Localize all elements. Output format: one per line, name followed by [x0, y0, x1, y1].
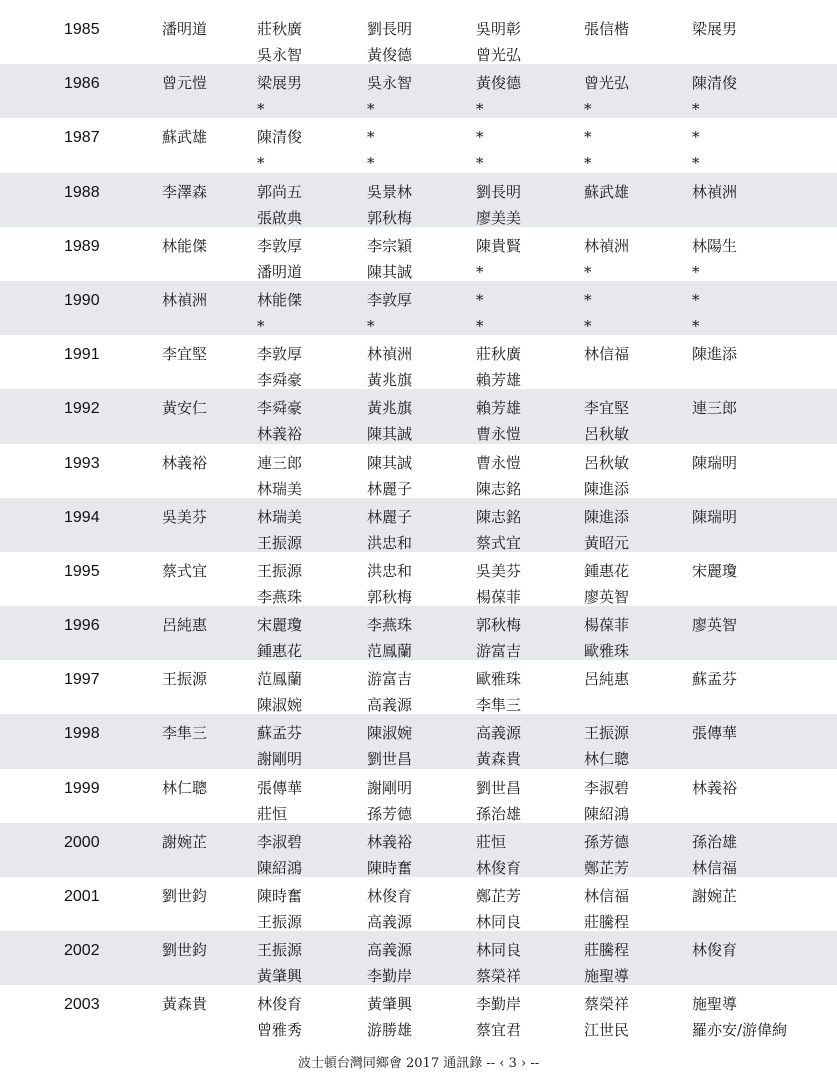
officer-cell: 黃森貴 [476, 750, 522, 769]
officer-cell: 林信福 [584, 887, 630, 905]
officer-cell: 陳清俊 [257, 128, 303, 147]
officer-cell: * [584, 154, 592, 173]
officer-cell: 莊騰程 [584, 941, 630, 960]
table-row [0, 606, 837, 660]
officer-cell: 歐雅珠 [476, 670, 522, 689]
table-row [0, 552, 837, 606]
officer-cell: 高義源 [367, 913, 413, 931]
officer-cell: 陳清俊 [692, 74, 738, 93]
officer-cell: 羅亦安/游偉絢 [692, 1021, 788, 1040]
officer-cell: * [476, 128, 484, 147]
year-cell: 1992 [64, 400, 100, 418]
officer-cell: * [367, 128, 375, 147]
president-cell: 林仁聰 [162, 778, 208, 797]
president-cell: 劉世鈞 [162, 941, 208, 960]
year-cell: 1995 [64, 562, 100, 580]
president-cell: 林能傑 [162, 236, 208, 255]
officer-cell: 鄭芷芳 [476, 887, 522, 905]
officer-cell: 李敦厚 [257, 236, 303, 255]
year-cell: 1994 [64, 508, 100, 526]
row-line-1 [0, 450, 837, 477]
officer-cell: 范鳳蘭 [257, 670, 303, 689]
officer-cell: 劉世昌 [367, 750, 413, 769]
year-cell: 1986 [64, 75, 100, 93]
officer-cell: 廖英智 [584, 587, 630, 606]
table-row [0, 985, 837, 1039]
officer-cell: 李舜豪 [257, 399, 303, 418]
year-cell: 1989 [64, 237, 100, 255]
officer-cell: 洪忠和 [367, 561, 413, 580]
officer-cell: 高義源 [367, 696, 413, 715]
officer-cell: 張傳華 [692, 724, 738, 743]
officer-cell: 陳紹鴻 [257, 858, 303, 877]
officer-cell: 林瑞美 [257, 479, 303, 498]
officer-cell: 游勝雄 [367, 1021, 413, 1040]
president-cell: 劉世鈞 [162, 887, 208, 905]
officer-cell: * [476, 316, 484, 335]
year-cell: 1998 [64, 725, 100, 743]
table-row [0, 118, 837, 172]
officer-cell: 林信福 [584, 345, 630, 364]
officer-cell: 高義源 [476, 724, 522, 743]
officer-table [0, 10, 837, 1040]
table-row [0, 877, 837, 931]
officer-cell: 陳進添 [584, 479, 630, 498]
row-line-1 [0, 937, 837, 964]
officer-cell: 林俊育 [257, 995, 303, 1014]
row-line-1 [0, 883, 837, 910]
officer-cell: 楊葆菲 [476, 587, 522, 606]
president-cell: 李澤森 [162, 182, 208, 201]
officer-cell: 鍾惠花 [584, 561, 630, 580]
officer-cell: 李舜豪 [257, 371, 303, 390]
officer-cell: * [584, 262, 592, 281]
row-line-1 [0, 991, 837, 1018]
row-line-2 [0, 1017, 837, 1044]
officer-cell: 梁展男 [692, 20, 738, 38]
officer-cell: 陳貴賢 [476, 236, 522, 255]
table-row [0, 335, 837, 389]
officer-cell: 孫芳德 [584, 832, 630, 851]
president-cell: 李隼三 [162, 724, 208, 743]
officer-cell: 郭秋梅 [367, 208, 413, 227]
officer-cell: 林同良 [476, 941, 522, 960]
officer-cell: 李敦厚 [257, 345, 303, 364]
officer-cell: 陳進添 [584, 507, 630, 526]
officer-cell: * [476, 100, 484, 119]
table-row [0, 227, 837, 281]
president-cell: 林禎洲 [162, 290, 208, 309]
officer-cell: 呂純惠 [584, 670, 630, 689]
officer-cell: 宋麗瓊 [692, 561, 738, 580]
officer-cell: * [692, 154, 700, 173]
row-line-1 [0, 775, 837, 802]
officer-cell: 林仁聰 [584, 750, 630, 769]
officer-cell: 林能傑 [257, 290, 303, 309]
officer-cell: 陳其誠 [367, 425, 413, 444]
officer-cell: 鍾惠花 [257, 642, 303, 661]
officer-cell: 黃肇興 [367, 995, 413, 1014]
officer-cell: 洪忠和 [367, 533, 413, 552]
officer-cell: 林俊育 [367, 887, 413, 905]
officer-cell: 李燕珠 [257, 587, 303, 606]
officer-cell: 王振源 [257, 561, 303, 580]
president-cell: 潘明道 [162, 20, 208, 38]
year-cell: 2001 [64, 888, 100, 905]
officer-cell: * [257, 154, 265, 173]
president-cell: 蔡式宜 [162, 561, 208, 580]
officer-cell: 陳其誠 [367, 453, 413, 472]
officer-cell: 張傳華 [257, 778, 303, 797]
officer-cell: 林瑞美 [257, 507, 303, 526]
officer-cell: 莊恒 [257, 804, 288, 823]
officer-cell: 張信楷 [584, 20, 630, 38]
table-row [0, 389, 837, 443]
officer-cell: 鄭芷芳 [584, 858, 630, 877]
officer-cell: 高義源 [367, 941, 413, 960]
officer-cell: 劉世昌 [476, 778, 522, 797]
row-line-1 [0, 16, 837, 43]
officer-cell: 蘇武雄 [584, 182, 630, 201]
row-line-1 [0, 829, 837, 856]
table-row [0, 64, 837, 118]
row-line-1 [0, 666, 837, 693]
officer-cell: 郭秋梅 [367, 587, 413, 606]
officer-cell: 梁展男 [257, 74, 303, 93]
officer-cell: 李勤岸 [476, 995, 522, 1014]
officer-cell: * [584, 316, 592, 335]
table-row [0, 660, 837, 714]
officer-cell: 歐雅珠 [584, 642, 630, 661]
officer-cell: * [367, 100, 375, 119]
officer-cell: 陳時奮 [367, 858, 413, 877]
officer-cell: 林俊育 [692, 941, 738, 960]
officer-cell: 莊秋廣 [257, 20, 303, 38]
officer-cell: * [692, 316, 700, 335]
president-cell: 呂純惠 [162, 616, 208, 635]
president-cell: 謝婉芷 [162, 832, 208, 851]
officer-cell: * [476, 262, 484, 281]
row-line-1 [0, 341, 837, 368]
officer-cell: 陳淑婉 [367, 724, 413, 743]
table-row [0, 823, 837, 877]
officer-cell: 王振源 [257, 533, 303, 552]
row-line-1 [0, 179, 837, 206]
row-line-1 [0, 287, 837, 314]
year-cell: 1987 [64, 129, 100, 147]
officer-cell: 謝剛明 [367, 778, 413, 797]
officer-cell: * [584, 290, 592, 309]
officer-cell: 孫芳德 [367, 804, 413, 823]
officer-cell: 莊秋廣 [476, 345, 522, 364]
officer-cell: 陳進添 [692, 345, 738, 364]
officer-cell: 李燕珠 [367, 616, 413, 635]
row-line-1 [0, 720, 837, 747]
officer-cell: 李宗穎 [367, 236, 413, 255]
year-cell: 1991 [64, 346, 100, 364]
officer-cell: 林俊育 [476, 858, 522, 877]
officer-cell: 張啟典 [257, 208, 303, 227]
officer-cell: 李淑碧 [257, 832, 303, 851]
president-cell: 曾元愷 [162, 74, 208, 93]
officer-cell: 賴芳雄 [476, 371, 522, 390]
year-cell: 1988 [64, 183, 100, 201]
officer-cell: * [476, 154, 484, 173]
officer-cell: 謝婉芷 [692, 887, 738, 905]
officer-cell: 郭尚五 [257, 182, 303, 201]
year-cell: 1996 [64, 617, 100, 635]
page-footer: 波士頓台灣同鄉會 2017 通訊錄 -- ‹ 3 › -- [297, 1056, 540, 1071]
officer-cell: 王振源 [257, 941, 303, 960]
officer-cell: 李淑碧 [584, 778, 630, 797]
row-line-1 [0, 504, 837, 531]
year-cell: 2000 [64, 833, 100, 851]
officer-cell: 曾光弘 [476, 46, 522, 64]
officer-cell: 李勤岸 [367, 967, 413, 986]
president-cell: 黃森貴 [162, 995, 208, 1014]
officer-cell: 陳其誠 [367, 262, 413, 281]
officer-cell: 陳瑞明 [692, 507, 738, 526]
officer-cell: * [476, 290, 484, 309]
officer-cell: 林同良 [476, 913, 522, 931]
officer-cell: 賴芳雄 [476, 399, 522, 418]
table-row [0, 173, 837, 227]
officer-cell: 陳時奮 [257, 887, 303, 905]
officer-cell: * [367, 316, 375, 335]
officer-cell: 林禎洲 [367, 345, 413, 364]
officer-cell: * [692, 290, 700, 309]
officer-cell: 吳景林 [367, 182, 413, 201]
table-row [0, 498, 837, 552]
president-cell: 李宜堅 [162, 345, 208, 364]
table-row [0, 714, 837, 768]
officer-cell: 陳志銘 [476, 479, 522, 498]
president-cell: 林義裕 [162, 453, 208, 472]
officer-cell: 陳志銘 [476, 507, 522, 526]
year-cell: 1997 [64, 671, 100, 689]
officer-cell: 黃兆旗 [367, 371, 413, 390]
row-line-1 [0, 233, 837, 260]
officer-cell: 蔡榮祥 [584, 995, 630, 1014]
officer-cell: 黃俊德 [476, 74, 522, 93]
officer-cell: * [257, 316, 265, 335]
officer-cell: 連三郎 [692, 399, 738, 418]
officer-cell: 莊恒 [476, 832, 507, 851]
row-line-1 [0, 70, 837, 97]
officer-cell: * [692, 262, 700, 281]
officer-cell: 蘇孟芬 [257, 724, 303, 743]
officer-cell: 陳瑞明 [692, 453, 738, 472]
officer-cell: 黃肇興 [257, 967, 303, 986]
officer-cell: 游富吉 [367, 670, 413, 689]
officer-cell: * [692, 128, 700, 147]
officer-cell: 曾雅秀 [257, 1021, 303, 1040]
officer-cell: * [367, 154, 375, 173]
table-row [0, 769, 837, 823]
officer-cell: 陳紹鴻 [584, 804, 630, 823]
officer-cell: 吳明彰 [476, 20, 522, 38]
officer-cell: 孫治雄 [476, 804, 522, 823]
officer-cell: 蔡宜君 [476, 1021, 522, 1040]
year-cell: 1990 [64, 291, 100, 309]
row-line-1 [0, 124, 837, 151]
president-cell: 黃安仁 [162, 399, 208, 418]
president-cell: 吳美芬 [162, 507, 208, 526]
officer-cell: 林麗子 [367, 507, 413, 526]
officer-cell: 廖英智 [692, 616, 738, 635]
officer-cell: 連三郎 [257, 453, 303, 472]
officer-cell: * [584, 100, 592, 119]
officer-cell: 范鳳蘭 [367, 642, 413, 661]
officer-cell: 陳淑婉 [257, 696, 303, 715]
officer-cell: 吳永智 [257, 46, 303, 64]
officer-cell: 林陽生 [692, 236, 738, 255]
officer-cell: 楊葆菲 [584, 616, 630, 635]
row-line-1 [0, 395, 837, 422]
officer-cell: 吳永智 [367, 74, 413, 93]
row-line-1 [0, 612, 837, 639]
officer-cell: 王振源 [257, 913, 303, 931]
officer-cell: 劉長明 [367, 20, 413, 38]
year-cell: 1999 [64, 779, 100, 797]
officer-cell: 潘明道 [257, 262, 303, 281]
officer-cell: 呂秋敏 [584, 425, 630, 444]
officer-cell: 李隼三 [476, 696, 522, 715]
officer-cell: 蘇孟芬 [692, 670, 738, 689]
officer-cell: 孫治雄 [692, 832, 738, 851]
president-cell: 王振源 [162, 670, 208, 689]
officer-cell: 呂秋敏 [584, 453, 630, 472]
officer-cell: 施聖導 [584, 967, 630, 986]
table-row [0, 281, 837, 335]
year-cell: 2002 [64, 942, 100, 960]
officer-cell: 郭秋梅 [476, 616, 522, 635]
president-cell: 蘇武雄 [162, 128, 208, 147]
officer-cell: 謝剛明 [257, 750, 303, 769]
officer-cell: 游富吉 [476, 642, 522, 661]
officer-cell: 林麗子 [367, 479, 413, 498]
officer-cell: 蔡式宜 [476, 533, 522, 552]
officer-cell: 宋麗瓊 [257, 616, 303, 635]
officer-cell: 王振源 [584, 724, 630, 743]
year-cell: 1993 [64, 454, 100, 472]
officer-cell: 林信福 [692, 858, 738, 877]
officer-cell: 林義裕 [367, 832, 413, 851]
table-row [0, 10, 837, 64]
officer-cell: 吳美芬 [476, 561, 522, 580]
officer-cell: 施聖導 [692, 995, 738, 1014]
officer-cell: 黃昭元 [584, 533, 630, 552]
officer-cell: 李宜堅 [584, 399, 630, 418]
officer-cell: 蔡榮祥 [476, 967, 522, 986]
officer-cell: 李敦厚 [367, 290, 413, 309]
officer-cell: 曾光弘 [584, 74, 630, 93]
officer-cell: 黃兆旗 [367, 399, 413, 418]
officer-cell: 林義裕 [257, 425, 303, 444]
officer-cell: 廖美美 [476, 208, 522, 227]
officer-cell: 劉長明 [476, 182, 522, 201]
officer-cell: * [257, 100, 265, 119]
table-row [0, 444, 837, 498]
year-cell: 2003 [64, 996, 100, 1014]
officer-cell: 曹永愷 [476, 425, 522, 444]
table-row [0, 931, 837, 985]
officer-cell: 莊騰程 [584, 913, 630, 931]
officer-cell: * [692, 100, 700, 119]
officer-cell: 江世民 [584, 1021, 630, 1040]
officer-cell: 林義裕 [692, 778, 738, 797]
officer-cell: 黃俊德 [367, 46, 413, 64]
officer-cell: * [584, 128, 592, 147]
row-line-1 [0, 558, 837, 585]
officer-cell: 林禎洲 [692, 182, 738, 201]
officer-cell: 曹永愷 [476, 453, 522, 472]
year-cell: 1985 [64, 21, 100, 38]
officer-cell: 林禎洲 [584, 236, 630, 255]
